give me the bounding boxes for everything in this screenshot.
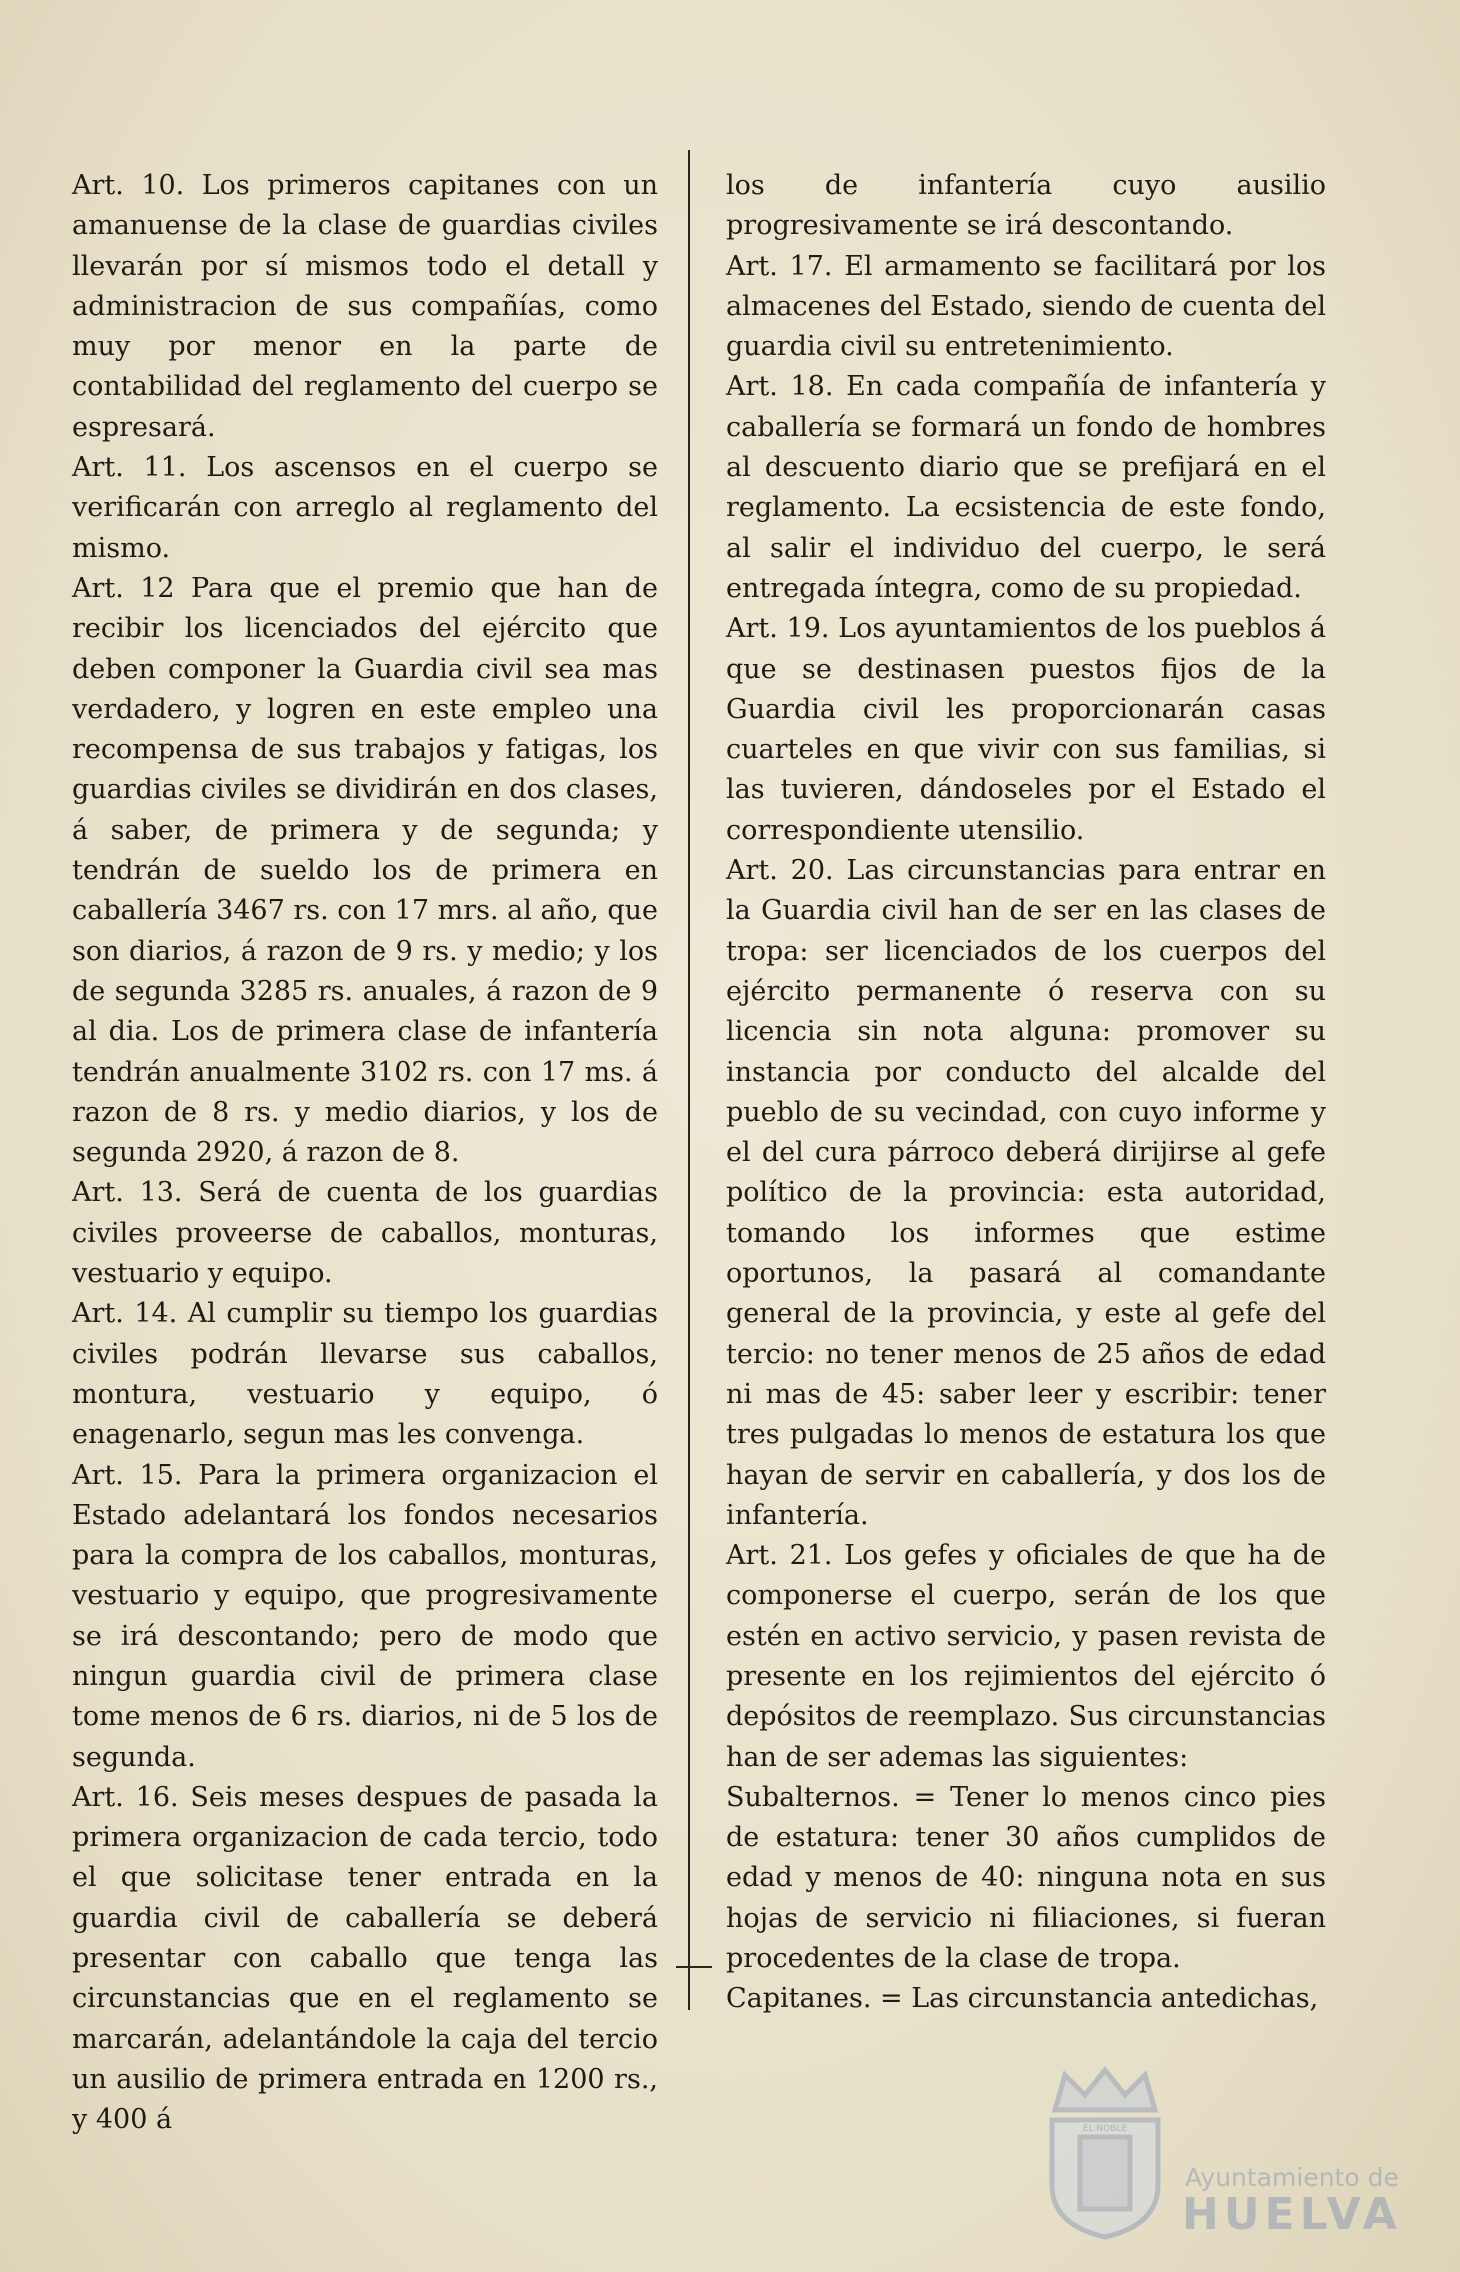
article-12: Art. 12 Para que el premio que han de recibir los licenciados del ejército que deben componer la Guardia civil sea mas verdadero, y logren en este empleo una recompensa de sus trabajos y fatigas, los guardias civiles se dividirán en dos clases, á saber, de primera y de segunda; y tendrán de sueldo los de primera en caballería 3467 rs. con 17 mrs. al año, que son diarios, á razon de 9 rs. y medio; y los de segunda 3285 rs. anuales, á razon de 9 al dia. Los de primera clase de infantería tendrán anualmente 3102 rs. con 17 ms. á razon de 8 rs. y medio diarios, y los de segunda 2920, á razon de 8. [72, 572, 658, 1169]
article-11: Art. 11. Los ascensos en el cuerpo se verificarán con arreglo al reglamento del mismo. [72, 452, 658, 564]
svg-text:EL NOBLE: EL NOBLE [1082, 2124, 1128, 2134]
article-13: Art. 13. Será de cuenta de los guardias civiles proveerse de caballos, monturas, vestuario y equipo. [72, 1177, 658, 1290]
article-21: Art. 21. Los gefes y oficiales de que ha de componerse el cuerpo, serán de los que estén en activo servicio, y pasen revista de presente en los rejimientos del ejército ó depósitos de reemplazo. Sus circunstancias han de ser ademas las siguientes: [726, 1540, 1326, 1773]
column-divider [688, 150, 690, 2010]
crown-shield-icon [1040, 2065, 1170, 2240]
watermark-line-2: HUELVA [1182, 2189, 1402, 2240]
right-column [726, 166, 1326, 2020]
capitanes-paragraph: Capitanes. = Las circunstancia antedichas, [726, 1983, 1319, 2015]
article-15: Art. 15. Para la primera organizacion el Estado adelantará los fondos necesarios para la compra de los caballos, monturas, vestuario y equipo, que progresivamente se irá descontando; pero de modo que ningun guardia civil de primera clase tome menos de 6 rs. diarios, ni de 5 los de segunda. [72, 1459, 658, 1773]
article-10: Art. 10. Los primeros capitanes con un amanuense de la clase de guardias civiles llevarán por sí mismos todo el detall y administracion de sus compañías, como muy por menor en la parte de contabilidad del reglamento del cuerpo se espresará. [72, 170, 658, 443]
left-column [72, 166, 658, 2141]
article-16-continued: los de infantería cuyo ausilio progresivamente se irá descontando. [726, 170, 1326, 242]
subalternos-paragraph: Subalternos. = Tener lo menos cinco pies de estatura: tener 30 años cumplidos de edad y menos de 40: ninguna nota en sus hojas de servicio ni filiaciones, si fueran procedentes de la clase de tropa. [726, 1781, 1326, 1975]
watermark-line-1: Ayuntamiento de [1185, 2163, 1399, 2192]
article-16: Art. 16. Seis meses despues de pasada la primera organizacion de cada tercio, todo el que solicitase tener entrada en la guardia civil de caballería se deberá presentar con caballo que tenga las circunstancias que en el reglamento se marcarán, adelantándole la caja del tercio un ausilio de primera entrada en 1200 rs., y 400 á [72, 1781, 658, 2136]
article-20: Art. 20. Las circunstancias para entrar en la Guardia civil han de ser en las clases de tropa: ser licenciados de los cuerpos del ejército permanente ó reserva con su licencia sin nota alguna: promover su instancia por conducto del alcalde del pueblo de su vecindad, con cuyo informe y el del cura párroco deberá dirijirse al gefe político de la provincia: esta autoridad, tomando los informes que estime oportunos, la pasará al comandante general de la provincia, y este al gefe del tercio: no tener menos de 25 años de edad ni mas de 45: saber leer y escribir: tener tres pulgadas lo menos de estatura los que hayan de servir en caballería, y dos los de infantería. [726, 855, 1326, 1531]
article-18: Art. 18. En cada compañía de infantería y caballería se formará un fondo de hombres al descuento diario que se prefijará en el reglamento. La ecsistencia de este fondo, al salir el individuo del cuerpo, le será entregada íntegra, como de su propiedad. [726, 371, 1326, 604]
column-divider-tick [676, 1966, 712, 1968]
ayuntamiento-huelva-watermark [1040, 2065, 1402, 2240]
article-19: Art. 19. Los ayuntamientos de los pueblos á que se destinasen puestos fijos de la Guardia civil les proporcionarán casas cuarteles en que vivir con sus familias, si las tuvieren, dándoseles por el Estado el correspondiente utensilio. [726, 613, 1326, 846]
article-14: Art. 14. Al cumplir su tiempo los guardias civiles podrán llevarse sus caballos, montura, vestuario y equipo, ó enagenarlo, segun mas les convenga. [72, 1298, 658, 1451]
article-17: Art. 17. El armamento se facilitará por los almacenes del Estado, siendo de cuenta del guardia civil su entretenimiento. [726, 250, 1326, 363]
